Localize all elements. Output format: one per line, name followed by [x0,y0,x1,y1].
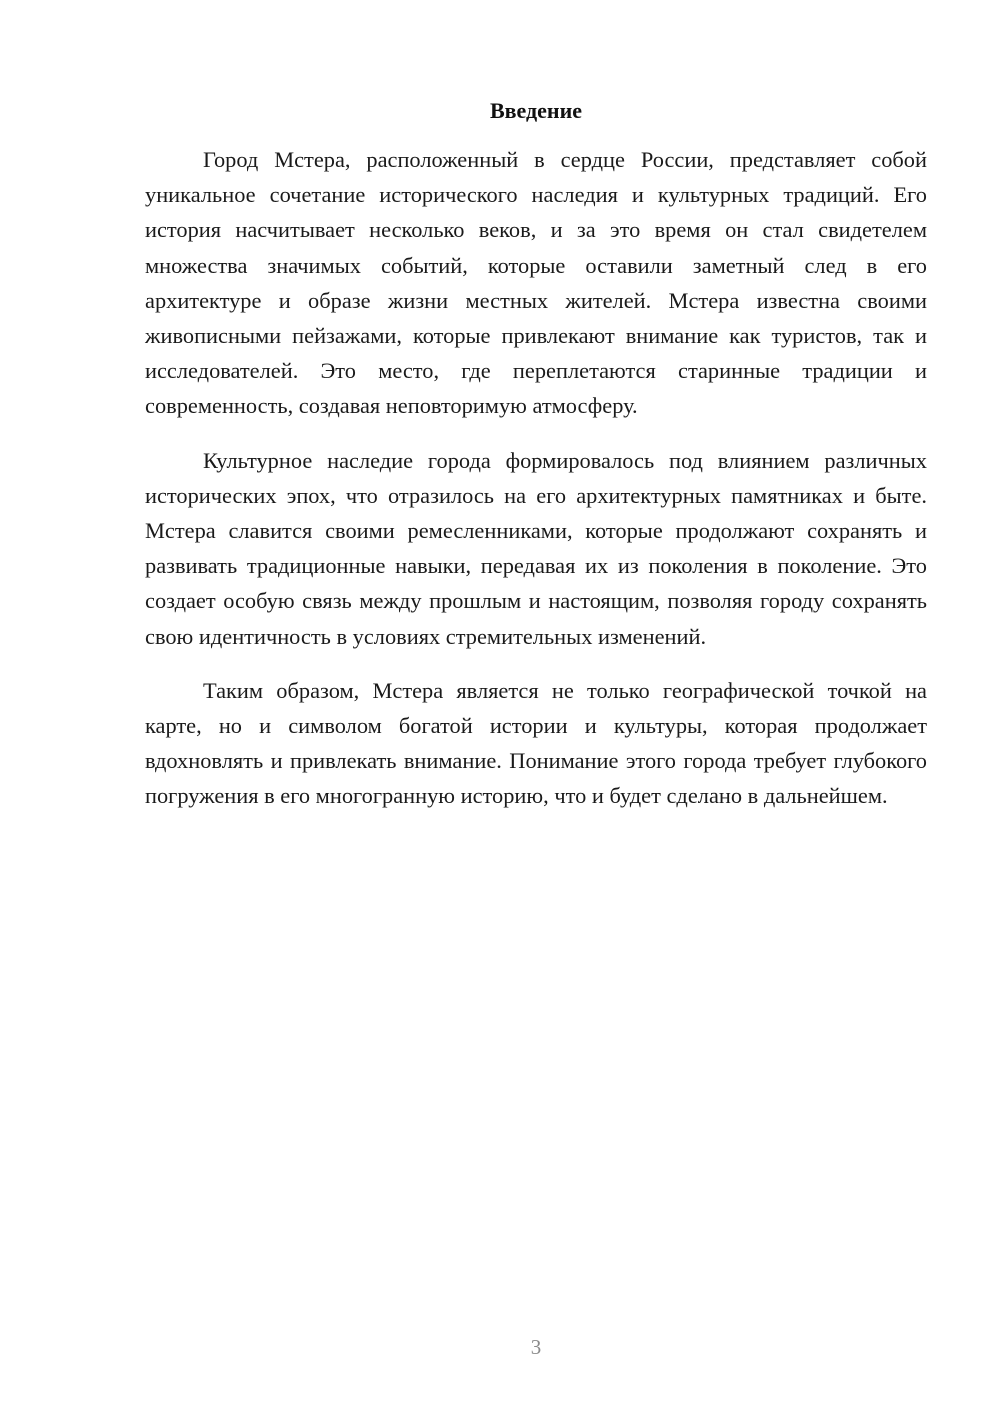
paragraph-1: Город Мстера, расположенный в сердце России, представляет собой уникальное сочетание исторического наследия и культурных традиций. Его история насчитывает несколько веков, и за это время он стал свидетелем множества значимых событий, которые оставили заметный след в его архитектуре и образе жизни местных жителей. Мстера известна своими живописными пейзажами, которые привлекают внимание как туристов, так и исследователей. Это место, где переплетаются старинные традиции и современность, создавая неповторимую атмосферу. [145,147,927,419]
paragraph-3: Таким образом, Мстера является не только географической точкой на карте, но и символом богатой истории и культуры, которая продолжает вдохновлять и привлекать внимание. Понимание этого города требует глубокого погружения в его многогранную историю, что и будет сделано в дальнейшем. [145,677,927,809]
body-text [145,142,927,833]
section-heading: Введение [489,98,583,123]
paragraph-2: Культурное наследие города формировалось под влиянием различных исторических эпох, что отразилось на его архитектурных памятниках и быте. Мстера славится своими ремесленниками, которые продолжают сохранять и развивать традиционные навыки, передавая их из поколения в поколение. Это создает особую связь между прошлым и настоящим, позволяя городу сохранять свою идентичность в условиях стремительных изменений. [145,447,927,649]
page-number: 3 [530,1335,542,1359]
